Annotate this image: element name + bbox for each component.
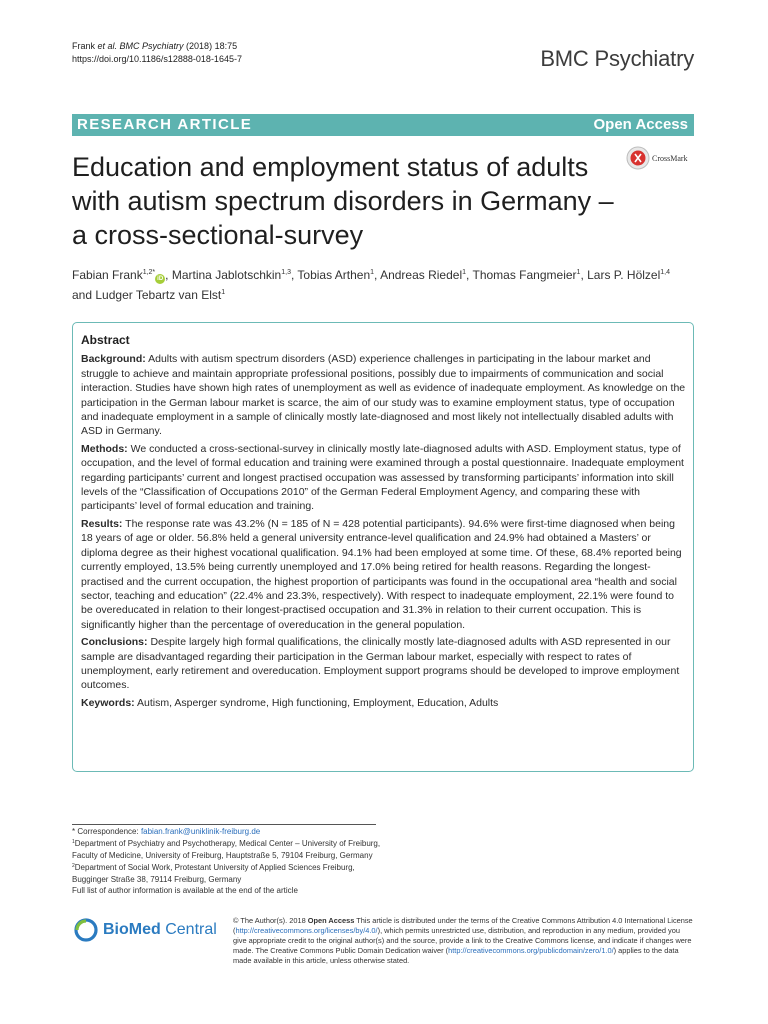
author-name[interactable]: Martina Jablotschkin <box>171 268 282 282</box>
keywords-label: Keywords: <box>81 696 135 709</box>
crossmark-icon <box>626 146 650 170</box>
abstract-results <box>81 517 687 632</box>
citation-year: (2018) 18:75 <box>183 41 238 51</box>
methods-label: Methods: <box>81 442 128 455</box>
citation-author: Frank <box>72 41 98 51</box>
license-link-cc-by[interactable]: http://creativecommons.org/licenses/by/4.0/ <box>235 926 378 935</box>
journal-name: BMC Psychiatry <box>540 46 694 71</box>
abstract-heading: Abstract <box>81 333 130 347</box>
biomed-central-wordmark <box>103 921 217 939</box>
license-text-2: ), which permits unrestricted use, distribution, and reproduction in any medium, provided you give appropriate credit to the original author(s) and the source, provide a link to the Creative Commons license, and indicate if changes were made. The Creative Commons Public Domain Dedication waiver ( <box>233 926 692 955</box>
methods-text: We conducted a cross-sectional-survey in clinically mostly late-diagnosed adults with ASD. Employment status, type of occupation, and the level of formal education and training were examined through a postal questionnaire. Inadequate employment regarding participants’ current and longest practised occupation was assessed by transforming participants’ information into skill levels of the “Classification of Occupations 2010” of the German Federal Employment Agency, and comparing these with participants’ level of formal education and training. <box>81 442 684 513</box>
affiliation-number: 1 <box>72 839 75 846</box>
footnotes <box>72 826 392 896</box>
correspondence <box>72 826 392 837</box>
citation-block <box>72 40 242 66</box>
citation-line <box>72 40 242 53</box>
author-affiliation: 1 <box>462 269 467 276</box>
abstract-background <box>81 352 687 438</box>
affiliation-2 <box>72 861 392 885</box>
affiliation-text: Department of Psychiatry and Psychotherapy, Medical Center – University of Freiburg, Faculty of Medicine, University of Freiburg, Hauptstraße 5, 79104 Freiburg, Germany <box>72 839 381 860</box>
crossmark-label: CrossMark <box>652 153 688 163</box>
author-affiliation: 1,2* <box>142 269 156 276</box>
license-link-cc0[interactable]: http://creativecommons.org/publicdomain/zero/1.0/ <box>448 946 614 955</box>
background-text: Adults with autism spectrum disorders (ASD) experience challenges in participating in the labour market and struggle to achieve and maintain appropriate professional positions, possibly due to impairments of communication and social interaction. Studies have shown high rates of unemployment as well as evidence of inadequate employment. As knowledge on the participation in the German labour market is scarce, the aim of our study was to examine employment status, type of occupation and inadequate employment in a sample of clinically mostly late-diagnosed and most likely not intellectually disabled adults with ASD in Germany. <box>81 353 686 438</box>
author-name[interactable]: Fabian Frank <box>72 268 143 282</box>
author-name[interactable]: Andreas Riedel <box>380 268 463 282</box>
footnote-divider <box>72 824 376 825</box>
author-affiliation: 1 <box>221 289 226 296</box>
article-type-label: RESEARCH ARTICLE <box>77 116 253 133</box>
article-type-banner <box>72 114 694 136</box>
license-text-3: ) applies to the data made available in this article, unless otherwise stated. <box>233 946 679 965</box>
affiliation-text: Department of Social Work, Protestant University of Applied Sciences Freiburg, Bugginger Straße 38, 79114 Freiburg, Germany <box>72 863 355 884</box>
article-title: Education and employment status of adults with autism spectrum disorders in Germany – a cross-sectional-survey <box>72 152 614 250</box>
results-label: Results: <box>81 517 123 530</box>
author-name[interactable]: Tobias Arthen <box>297 268 371 282</box>
author-name[interactable]: Lars P. Hölzel <box>587 268 661 282</box>
author-affiliation: 1,4 <box>660 269 670 276</box>
correspondence-email[interactable]: fabian.frank@uniklinik-freiburg.de <box>140 827 261 836</box>
author-name[interactable]: Ludger Tebartz van Elst <box>95 288 222 302</box>
crossmark-badge[interactable] <box>626 146 688 170</box>
correspondence-label: * Correspondence: <box>72 827 141 836</box>
logo-bio: BioMed <box>103 921 161 938</box>
author-list: Fabian Frank$^{1,2*}$iD , Martina Jablotschkin$^{1,3}$, Tobias Arthen$^1$, Andreas Riedel$^1$, Thomas Fangmeier$^1$, Lars P. Hölzel$^{1,4}$ and Ludger Tebartz van Elst$^1$ <box>72 268 670 302</box>
logo-central: Central <box>160 921 217 938</box>
biomed-central-icon <box>74 918 98 942</box>
license-statement <box>233 916 695 966</box>
abstract-methods <box>81 442 687 514</box>
abstract-keywords <box>81 696 687 710</box>
full-author-info-note: Full list of author information is available at the end of the article <box>72 886 298 896</box>
author-affiliation: 1,3 <box>281 269 291 276</box>
biomed-central-logo <box>74 918 217 942</box>
conclusions-label: Conclusions: <box>81 636 148 649</box>
abstract-conclusions <box>81 635 687 693</box>
affiliation-1 <box>72 837 392 861</box>
orcid-icon[interactable]: iD <box>157 276 164 282</box>
author-affiliation: 1 <box>370 269 375 276</box>
keywords-text: Autism, Asperger syndrome, High functioning, Employment, Education, Adults <box>137 696 499 709</box>
abstract-content <box>81 333 687 713</box>
citation-journal: et al. BMC Psychiatry <box>97 41 184 51</box>
results-text: The response rate was 43.2% (N = 185 of N = 428 potential participants). 94.6% were first-time diagnosed when being 18 years of age or older. 56.8% held a general university entrance-level qualification and 24.9% had obtained a Masters’ or diploma degree as their highest vocational qualification. 94.1% had been employed at some time. Of these, 68.4% reported being currently employed, 13.5% being currently unemployed and 17.0% being retired for health reasons. Regarding the longest-practised and the current occupation, the highest proportion of participants was found in the occupational area “health and social sector, teaching and education” (22.4% and 23.3%, respectively). With respect to inadequate employment, 22.1% were found to be overeducated in relation to their longest-practised occupation and 31.3% in relation to their current occupation. This is significantly higher than the percentage of overeducation in the general population. <box>81 517 682 631</box>
license-text-1: This article is distributed under the terms of the Creative Commons Attribution 4.0 International License ( <box>233 916 693 935</box>
author-name[interactable]: Thomas Fangmeier <box>472 268 577 282</box>
license-open-access: Open Access <box>307 916 355 925</box>
open-access-label: Open Access <box>593 116 688 133</box>
authors-and: and <box>72 288 93 302</box>
affiliation-number: 2 <box>72 863 75 870</box>
background-label: Background: <box>81 353 146 366</box>
doi-link[interactable]: https://doi.org/10.1186/s12888-018-1645-7 <box>72 54 242 64</box>
license-copyright: © The Author(s). 2018 <box>233 916 308 925</box>
author-affiliation: 1 <box>576 269 581 276</box>
conclusions-text: Despite largely high formal qualifications, the clinically mostly late-diagnosed adults with ASD represented in our sample are disadvantaged regarding their participation in the German labour market, especially with respect to rates of unemployment, early retirement and overeducation. Employment support programs should be developed to improve employment outcomes. <box>81 636 680 692</box>
